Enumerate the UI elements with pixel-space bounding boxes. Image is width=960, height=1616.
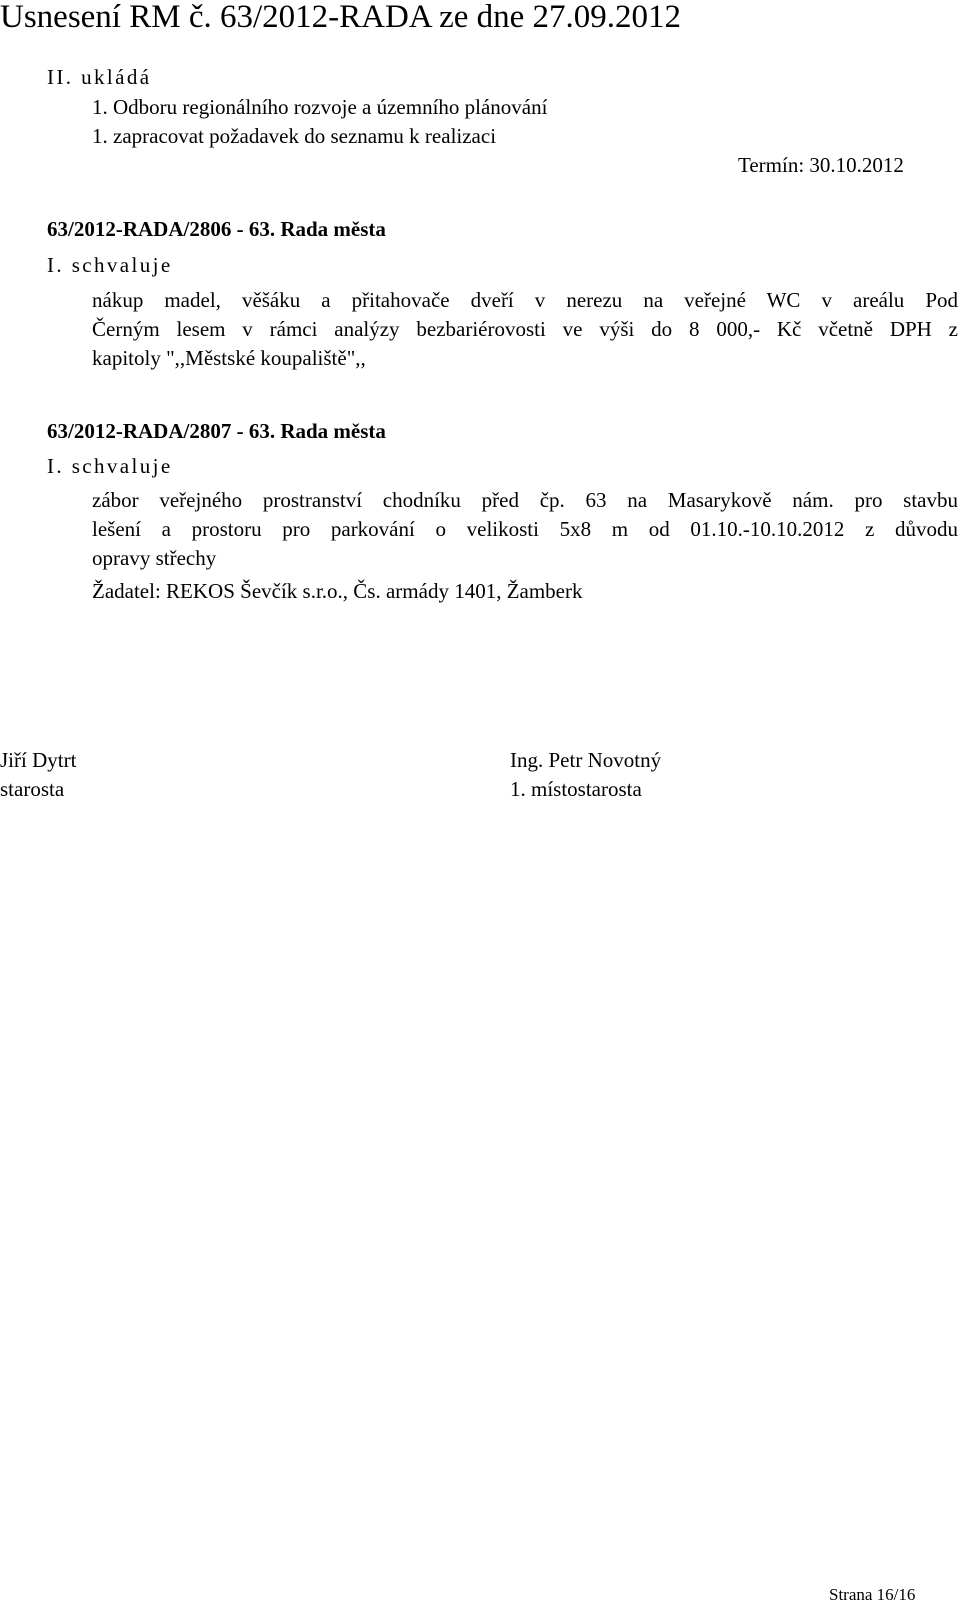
resolution-heading-schvaluje-2807: I. schvaluje <box>47 454 173 478</box>
text-line: nákup madel, věšáku a přitahovače dveří v nerezu na veřejné WC v areálu Pod <box>92 288 958 312</box>
department-line: 1. Odboru regionálního rozvoje a územního plánování <box>92 95 548 119</box>
resolution-text-2806 <box>92 286 958 373</box>
resolution-text-2807 <box>92 486 958 573</box>
resolution-id-2807: 63/2012-RADA/2807 - 63. Rada města <box>47 419 386 443</box>
text-line: zábor veřejného prostranství chodníku před čp. 63 na Masarykově nám. pro stavbu <box>92 488 958 512</box>
deadline: Termín: 30.10.2012 <box>738 153 904 177</box>
text-line: lešení a prostoru pro parkování o velikosti 5x8 m od 01.10.-10.10.2012 z důvodu <box>92 517 958 541</box>
signature-left-name: Jiří Dytrt <box>0 748 77 772</box>
text-line: kapitoly ",,Městské koupaliště",, <box>92 346 366 370</box>
text-line: Černým lesem v rámci analýzy bezbariérovosti ve výši do 8 000,- Kč včetně DPH z <box>92 317 958 341</box>
document-title: Usnesení RM č. 63/2012-RADA ze dne 27.09.2012 <box>0 0 682 35</box>
signature-right-role: 1. místostarosta <box>510 777 642 801</box>
resolution-id-2806: 63/2012-RADA/2806 - 63. Rada města <box>47 217 386 241</box>
applicant: Žadatel: REKOS Ševčík s.r.o., Čs. armády 1401, Žamberk <box>92 579 583 603</box>
resolution-heading-uklada: II. ukládá <box>47 65 152 89</box>
page-number: Strana 16/16 <box>829 1585 916 1604</box>
signature-right-name: Ing. Petr Novotný <box>510 748 662 772</box>
resolution-heading-schvaluje-2806: I. schvaluje <box>47 253 173 277</box>
text-line: opravy střechy <box>92 546 217 570</box>
task-line: 1. zapracovat požadavek do seznamu k realizaci <box>92 124 497 148</box>
signature-left-role: starosta <box>0 777 65 801</box>
